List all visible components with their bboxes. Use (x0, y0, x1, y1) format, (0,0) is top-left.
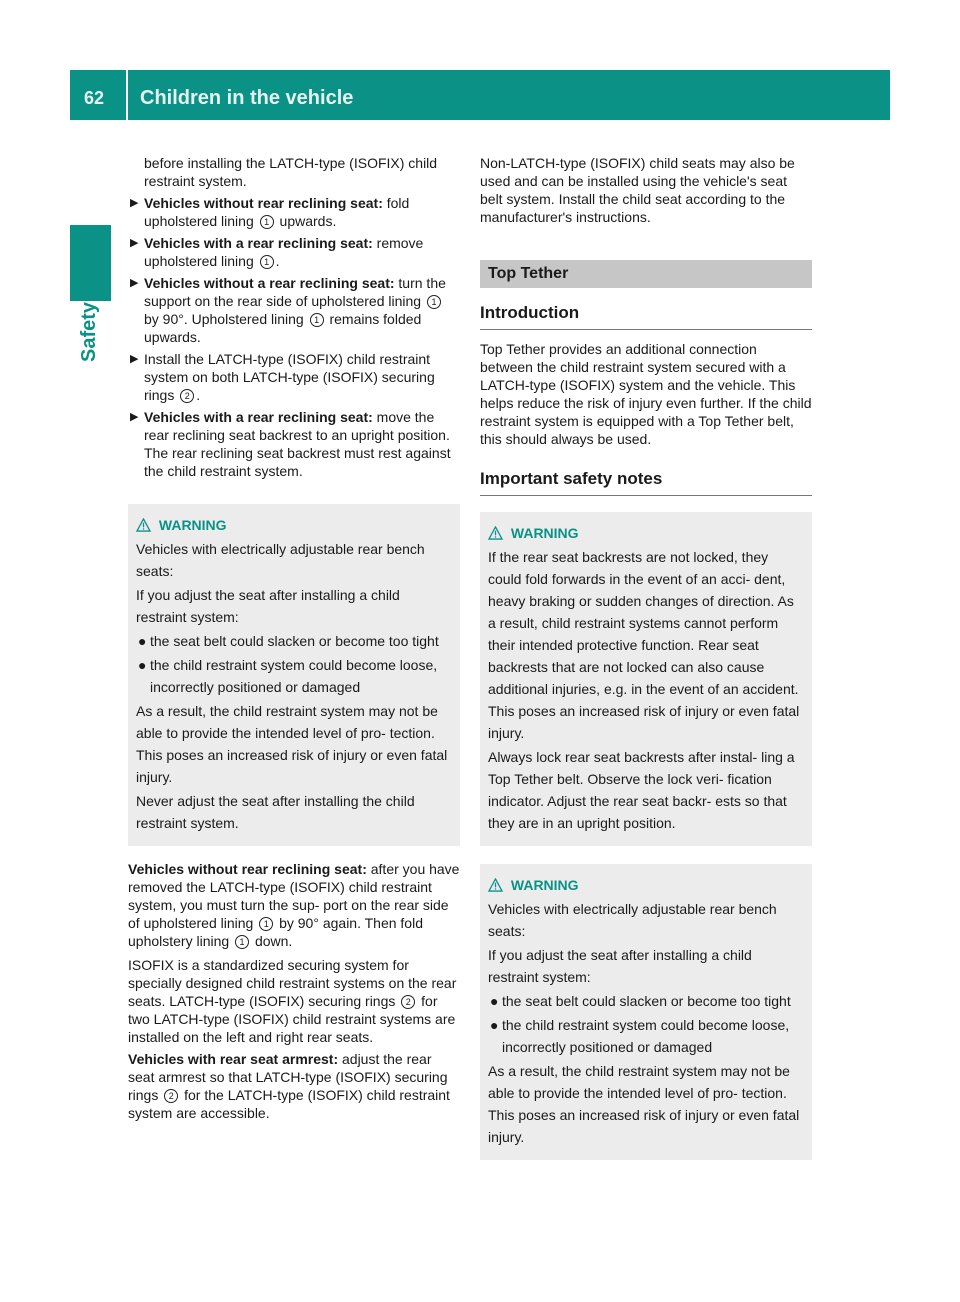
step-item: ▶ Vehicles without a rear reclining seat: turn the support on the rear side of upholstered lining 1 by 90°. Upholstered lining 1 remains folded upwards. (130, 275, 446, 345)
step-item: ▶ Vehicles with a rear reclining seat: remove upholstered lining 1 . (130, 235, 424, 269)
bullet-icon: ● (490, 1017, 499, 1033)
warning-header (488, 874, 804, 896)
callout-number: 1 (235, 935, 249, 949)
warning-box (480, 864, 812, 1160)
warning-text: Always lock rear seat backrests after instal- ling a Top Tether belt. Observe the lock veri- fication indicator. Adjust the rear seat backr- ests so that they are in an upright position. (488, 749, 795, 831)
warning-header (488, 522, 804, 544)
warning-box (480, 512, 812, 846)
bullet-icon: ● (490, 993, 499, 1009)
warning-text: If the rear seat backrests are not locked, they could fold forwards in the event of an acci- dent, heavy braking or sudden changes of direction. As a result, child restraint systems cannot perform their intended protective function. Rear seat backrests that are not locked can also cause additional injuries, e.g. in the event of an accident. This poses an increased risk of injury or even fatal injury. (488, 549, 800, 741)
side-tab-marker (70, 225, 111, 301)
callout-number: 1 (427, 295, 441, 309)
warning-triangle-icon (488, 526, 503, 540)
bullet-item: ● the seat belt could slacken or become too tight (136, 630, 452, 652)
warning-title: WARNING (510, 525, 579, 541)
left-column (128, 154, 460, 1122)
callout-number: 2 (164, 1089, 178, 1103)
arrow-icon: ▶ (130, 237, 139, 249)
callout-number: 2 (401, 995, 415, 1009)
page-number: 62 (84, 88, 105, 108)
bullet-item: ● the seat belt could slacken or become too tight (488, 990, 804, 1012)
warning-header (136, 514, 452, 536)
bullet-item: ● the child restraint system could become loose, incorrectly positioned or damaged (488, 1014, 804, 1058)
arrow-icon: ▶ (130, 197, 139, 209)
header-divider (126, 70, 128, 120)
step-item: ▶ Install the LATCH-type (ISOFIX) child restraint system on both LATCH-type (ISOFIX) securing rings 2 . (130, 351, 435, 403)
paragraph: ISOFIX is a standardized securing system for specially designed child restraint systems on the rear seats. LATCH-type (ISOFIX) securing rings 2 for two LATCH-type (ISOFIX) child restraint systems are installed on the left and right rear seats. (128, 957, 457, 1045)
right-column (480, 154, 812, 1160)
introduction-text: Top Tether provides an additional connection between the child restraint system secured with a LATCH-type (ISOFIX) system and the vehicle. This helps reduce the risk of injury even further. If the child restraint system is equipped with a Top Tether belt, this should always be used. (480, 341, 812, 447)
arrow-icon: ▶ (130, 277, 139, 289)
warning-title: WARNING (158, 517, 227, 533)
warning-box (128, 504, 460, 846)
callout-number: 2 (180, 389, 194, 403)
step-item: ▶ Vehicles with a rear reclining seat: move the rear reclining seat backrest to an upright position. The rear reclining seat backrest must rest against the child restraint system. (130, 409, 451, 479)
subheading-introduction: Introduction (480, 304, 812, 330)
warning-text: As a result, the child restraint system may not be able to provide the intended level of pro- tection. This poses an increased risk of injury or even fatal injury. (488, 1063, 800, 1145)
bullet-icon: ● (138, 633, 147, 649)
paragraph: Vehicles with rear seat armrest: adjust the rear seat armrest so that LATCH-type (ISOFIX) securing rings 2 for the LATCH-type (ISOFIX) child restraint system are accessible. (128, 1051, 450, 1121)
warning-text: Vehicles with electrically adjustable rear bench seats: (488, 901, 777, 939)
callout-number: 1 (260, 255, 274, 269)
callout-number: 1 (260, 215, 274, 229)
warning-text: If you adjust the seat after installing a child restraint system: (488, 947, 752, 985)
warning-triangle-icon (136, 518, 151, 532)
paragraph: Vehicles without rear reclining seat: after you have removed the LATCH-type (ISOFIX) child restraint system, you must turn the sup- port on the rear side of upholstered lining 1 by 90° again. Then fold upholstery lining 1 down. (128, 861, 460, 949)
right-intro: Non-LATCH-type (ISOFIX) child seats may also be used and can be installed using the vehicle's seat belt system. Install the child seat according to the manufacturer's instructions. (480, 155, 795, 225)
warning-text: Vehicles with electrically adjustable rear bench seats: (136, 541, 425, 579)
step-item: ▶ Vehicles without rear reclining seat: fold upholstered lining 1 upwards. (130, 195, 410, 229)
warning-title: WARNING (510, 877, 579, 893)
side-tab-label: Safety (78, 301, 100, 362)
callout-number: 1 (310, 313, 324, 327)
left-intro: before installing the LATCH-type (ISOFIX) child restraint system. (144, 155, 438, 189)
subheading-safety-notes: Important safety notes (480, 470, 812, 496)
arrow-icon: ▶ (130, 411, 139, 423)
callout-number: 1 (259, 917, 273, 931)
warning-text: As a result, the child restraint system may not be able to provide the intended level of pro- tection. This poses an increased risk of injury or even fatal injury. (136, 703, 448, 785)
arrow-icon: ▶ (130, 353, 139, 365)
bullet-item: ● the child restraint system could become loose, incorrectly positioned or damaged (136, 654, 452, 698)
warning-text: Never adjust the seat after installing the child restraint system. (136, 793, 415, 831)
section-title: Top Tether (480, 260, 812, 288)
bullet-icon: ● (138, 657, 147, 673)
chapter-title: Children in the vehicle (140, 87, 354, 109)
warning-text: If you adjust the seat after installing a child restraint system: (136, 587, 400, 625)
warning-triangle-icon (488, 878, 503, 892)
